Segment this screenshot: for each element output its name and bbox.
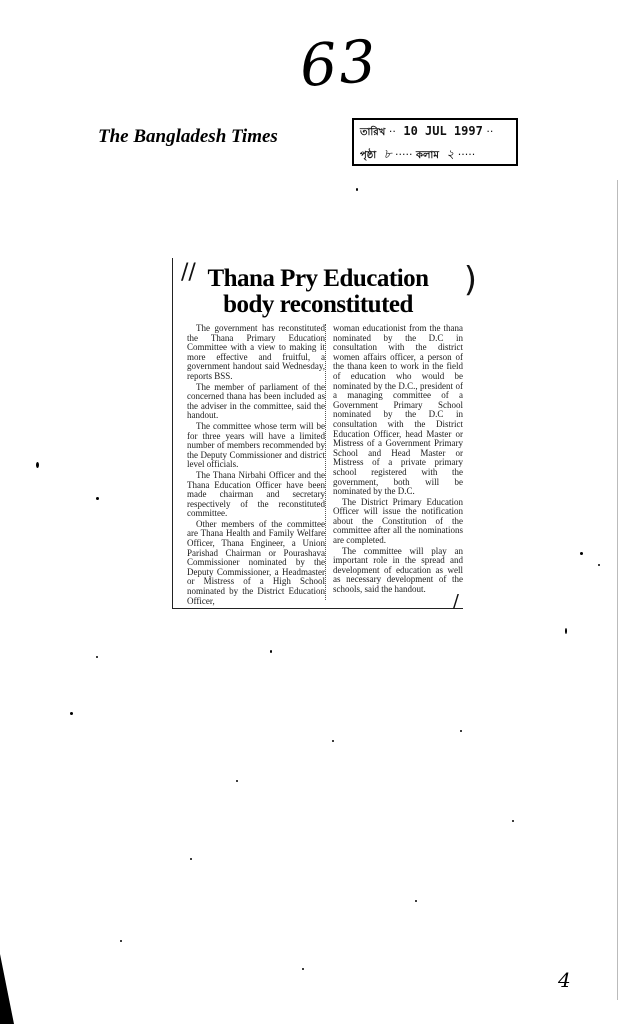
- clipping-bracket-mark: ): [463, 260, 477, 300]
- scan-speck: [36, 462, 39, 468]
- headline-line-1: Thana Pry Education: [207, 265, 429, 292]
- paragraph: Other members of the committee are Thana Health and Family Welfare Officer, Thana Engineer, a Union Parishad Chairman or Pourashava Commissioner nominated by the Deputy Commissioner, a Headmaster or Mistress of a High School nominated by the District Education Officer,: [187, 518, 325, 606]
- page-number: 63: [297, 26, 381, 101]
- stamp-column-label: কলাম: [415, 150, 439, 161]
- newspaper-masthead: The Bangladesh Times: [98, 126, 278, 147]
- article-right-column: [333, 324, 463, 596]
- scan-speck: [598, 564, 600, 566]
- scan-speck: [302, 968, 304, 970]
- stamp-column-value: ২: [446, 147, 455, 161]
- stamp-page-label: পৃষ্ঠা: [360, 150, 377, 161]
- archive-stamp: [352, 118, 518, 166]
- scan-speck: [236, 780, 238, 782]
- scan-speck: [96, 656, 98, 658]
- scan-speck: [580, 552, 583, 555]
- column-divider: [325, 324, 326, 600]
- paragraph: woman educationist from the thana nominated by the D.C in consultation with the district women affairs officer, a person of the thana keen to work in the field of education who would be nominated by the D.C., president of a managing committee of a Government Primary School nominated by the D.C in consultation with the District Education Officer, head Master or Mistress of a Government Primary School and Head Master or Mistress of a private primary school registered with the government, both will be nominated by the D.C.: [333, 323, 463, 497]
- scan-speck: [270, 650, 272, 653]
- scan-speck: [190, 858, 192, 860]
- scan-speck: [70, 712, 73, 715]
- stamp-page-value: ৮: [383, 147, 392, 161]
- clipping-end-mark: /: [452, 591, 459, 612]
- stamp-dots: ·····: [395, 148, 416, 161]
- scan-speck: [96, 497, 99, 500]
- article-headline: [173, 266, 463, 318]
- paragraph: The member of parliament of the concerned thana has been included as the adviser in the committee, said the handout.: [187, 381, 325, 421]
- stamp-dots: ··: [388, 125, 396, 138]
- scan-speck: [512, 820, 514, 822]
- scan-speck: [332, 740, 334, 742]
- headline-line-2: body reconstituted: [223, 291, 413, 318]
- paragraph: The Thana Nirbahi Officer and the Thana Education Officer have been made chairman and secretary respectively of the reconstituted committee.: [187, 469, 325, 519]
- stamp-date-label: তারিখ: [360, 127, 386, 138]
- scan-speck: [120, 940, 122, 942]
- stamp-date-row: [360, 124, 493, 142]
- stamp-page-row: [360, 146, 475, 166]
- scan-corner-shadow: [0, 954, 14, 1024]
- stamp-date-value: 10 JUL 1997: [403, 124, 483, 138]
- scan-edge-line: [617, 180, 618, 1000]
- stamp-dots: ··: [486, 125, 494, 138]
- paragraph: The government has reconstituted the Thana Primary Education Committee with a view to making it more effective and fruitful, a government handout said Wednesday, reports BSS.: [187, 323, 325, 381]
- scan-speck: [415, 900, 417, 902]
- scan-speck: [460, 730, 462, 732]
- footer-handwritten-mark: 4: [558, 968, 571, 992]
- scan-speck: [356, 188, 358, 191]
- paragraph: The committee whose term will be for three years will have a limited number of members recommended by the Deputy Commissioner and district level officials.: [187, 420, 325, 470]
- scan-speck: [565, 628, 567, 634]
- article-left-column: [187, 324, 325, 607]
- scissor-cut-mark: //: [181, 260, 196, 285]
- stamp-dots: ·····: [457, 148, 476, 161]
- newspaper-clipping: [172, 258, 477, 612]
- paragraph: The committee will play an important role in the spread and development of education as well as necessary development of the schools, said the handout.: [333, 545, 463, 595]
- paragraph: The District Primary Education Officer will issue the notification about the Constitution of the committee after all the nominations are completed.: [333, 496, 463, 546]
